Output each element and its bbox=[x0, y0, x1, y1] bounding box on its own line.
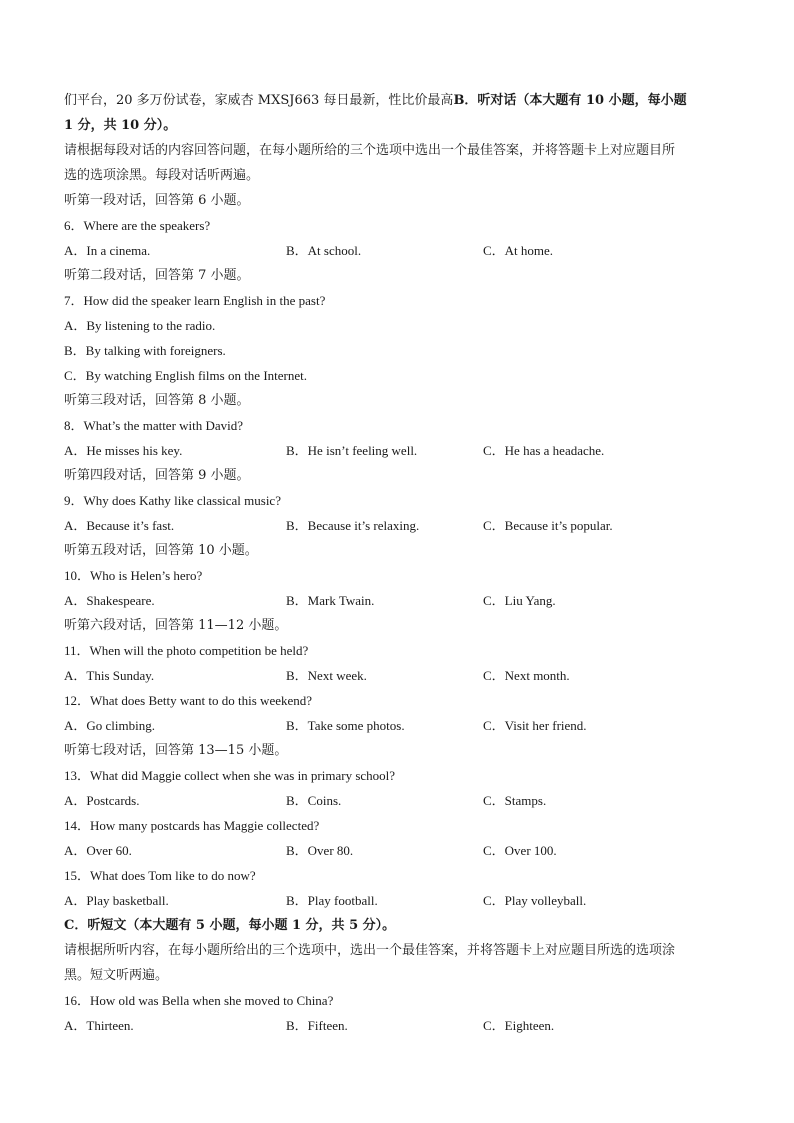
answer-option[interactable]: C．By watching English films on the Internet. bbox=[64, 368, 307, 383]
question-text: 12．What does Betty want to do this weekend? bbox=[64, 693, 313, 708]
option-a[interactable]: A．He misses his key. bbox=[64, 443, 183, 458]
option-a[interactable]: A．This Sunday. bbox=[64, 668, 155, 683]
option-c[interactable]: C．At home. bbox=[483, 243, 554, 258]
question-text: 8．What’s the matter with David? bbox=[64, 418, 244, 433]
option-b[interactable]: B．Fifteen. bbox=[286, 1018, 348, 1033]
section-b-instruction-1: 请根据每段对话的内容回答问题，在每小题所给的三个选项中选出一个最佳答案，并将答题卡上对应题目所 bbox=[64, 143, 676, 158]
option-a[interactable]: A．Play basketball. bbox=[64, 893, 169, 908]
answer-options-row bbox=[64, 663, 732, 688]
option-b[interactable]: B．At school. bbox=[286, 243, 362, 258]
question-text: 7．How did the speaker learn English in the past? bbox=[64, 293, 326, 308]
option-b[interactable]: B．Because it’s relaxing. bbox=[286, 518, 420, 533]
option-a[interactable]: A．Postcards. bbox=[64, 793, 140, 808]
option-a[interactable]: A．Over 60. bbox=[64, 843, 132, 858]
exam-page bbox=[64, 88, 732, 1038]
question-text: 15．What does Tom like to do now? bbox=[64, 868, 256, 883]
question-16: 16．How old was Bella when she moved to China? bbox=[64, 993, 334, 1008]
option-c[interactable]: C．Play volleyball. bbox=[483, 893, 587, 908]
question-text: 6．Where are the speakers? bbox=[64, 218, 211, 233]
option-b[interactable]: B．Coins. bbox=[286, 793, 342, 808]
option-a[interactable]: A．Thirteen. bbox=[64, 1018, 134, 1033]
option-a[interactable]: A．In a cinema. bbox=[64, 243, 151, 258]
option-b[interactable]: B．Mark Twain. bbox=[286, 593, 375, 608]
dialogue-header: 听第六段对话，回答第 11—12 小题。 bbox=[64, 618, 288, 633]
dialogue-header: 听第二段对话，回答第 7 小题。 bbox=[64, 268, 250, 283]
option-c[interactable]: C．Visit her friend. bbox=[483, 718, 587, 733]
option-a[interactable]: A．Go climbing. bbox=[64, 718, 155, 733]
section-b-title: B．听对话（本大题有 10 小题，每小题 bbox=[453, 93, 687, 108]
answer-options-row bbox=[64, 438, 732, 463]
question-text: 10．Who is Helen’s hero? bbox=[64, 568, 203, 583]
dialogue-header: 听第三段对话，回答第 8 小题。 bbox=[64, 393, 250, 408]
option-c[interactable]: C．Next month. bbox=[483, 668, 570, 683]
question-text: 9．Why does Kathy like classical music? bbox=[64, 493, 281, 508]
section-b-score: 1 分，共 10 分）。 bbox=[64, 118, 177, 133]
answer-options-row bbox=[64, 888, 732, 913]
intro-line-1 bbox=[64, 88, 732, 113]
section-b-instruction-2: 选的选项涂黑。每段对话听两遍。 bbox=[64, 168, 260, 183]
option-a[interactable]: A．Because it’s fast. bbox=[64, 518, 175, 533]
option-b[interactable]: B．Next week. bbox=[286, 668, 367, 683]
question-text: 14．How many postcards has Maggie collected? bbox=[64, 818, 320, 833]
option-c[interactable]: C．Because it’s popular. bbox=[483, 518, 613, 533]
option-b[interactable]: B．Take some photos. bbox=[286, 718, 405, 733]
answer-option[interactable]: B．By talking with foreigners. bbox=[64, 343, 226, 358]
option-b[interactable]: B．He isn’t feeling well. bbox=[286, 443, 418, 458]
dialogue-header: 听第七段对话，回答第 13—15 小题。 bbox=[64, 743, 288, 758]
answer-options-row bbox=[64, 713, 732, 738]
dialogue-header: 听第一段对话，回答第 6 小题。 bbox=[64, 193, 250, 208]
option-c[interactable]: C．Eighteen. bbox=[483, 1018, 555, 1033]
answer-options-row bbox=[64, 838, 732, 863]
dialogue-header: 听第四段对话，回答第 9 小题。 bbox=[64, 468, 250, 483]
answer-options-row bbox=[64, 588, 732, 613]
option-a[interactable]: A．Shakespeare. bbox=[64, 593, 155, 608]
option-b[interactable]: B．Over 80. bbox=[286, 843, 354, 858]
answer-options-row bbox=[64, 513, 732, 538]
section-c-instruction-1: 请根据所听内容，在每小题所给出的三个选项中，选出一个最佳答案，并将答题卡上对应题目所选的选项涂 bbox=[64, 943, 676, 958]
question-text: 13．What did Maggie collect when she was in primary school? bbox=[64, 768, 396, 783]
answer-options-row bbox=[64, 788, 732, 813]
option-c[interactable]: C．He has a headache. bbox=[483, 443, 605, 458]
question-16-options bbox=[64, 1013, 732, 1038]
dialogue-header: 听第五段对话，回答第 10 小题。 bbox=[64, 543, 258, 558]
option-b[interactable]: B．Play football. bbox=[286, 893, 378, 908]
intro-text: 们平台，20 多万份试卷，家威杏 MXSJ663 每日最新，性比价最高 bbox=[64, 93, 454, 108]
section-c-instruction-2: 黑。短文听两遍。 bbox=[64, 968, 169, 983]
answer-option[interactable]: A．By listening to the radio. bbox=[64, 318, 216, 333]
question-text: 11．When will the photo competition be held? bbox=[64, 643, 309, 658]
answer-options-row bbox=[64, 238, 732, 263]
section-c-title: C．听短文（本大题有 5 小题，每小题 1 分，共 5 分）。 bbox=[64, 918, 396, 933]
option-c[interactable]: C．Stamps. bbox=[483, 793, 547, 808]
option-c[interactable]: C．Liu Yang. bbox=[483, 593, 556, 608]
option-c[interactable]: C．Over 100. bbox=[483, 843, 557, 858]
section-b-questions bbox=[64, 188, 732, 913]
